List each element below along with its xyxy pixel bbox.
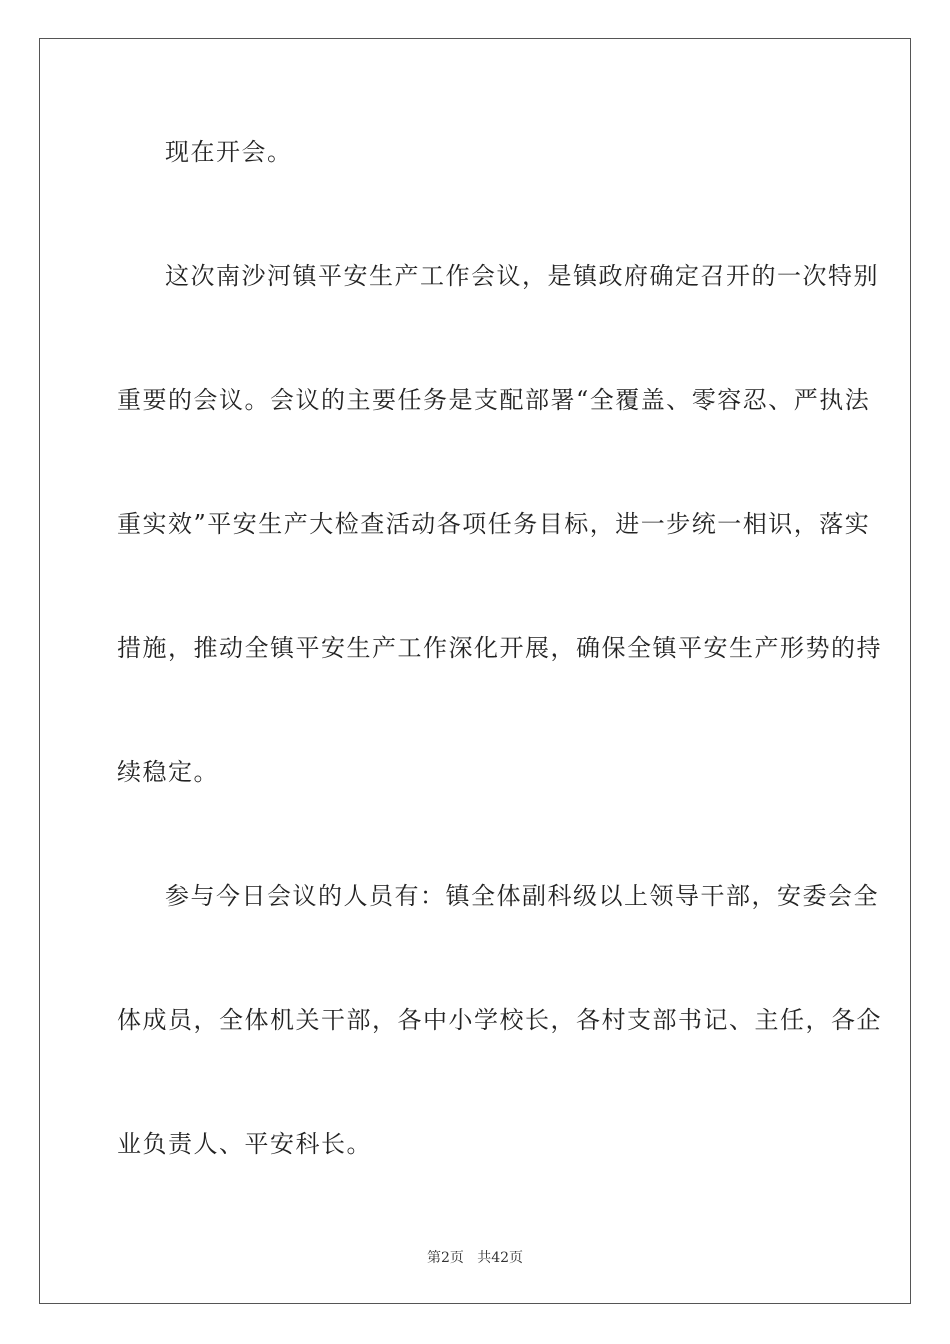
paragraph-3-line-2: 体成员，全体机关干部，各中小学校长，各村支部书记、主任，各企 [117, 1006, 882, 1034]
page-border [39, 38, 911, 1304]
paragraph-2-line-4: 措施，推动全镇平安生产工作深化开展，确保全镇平安生产形势的持 [117, 634, 882, 662]
paragraph-3-line-1: 参与今日会议的人员有：镇全体副科级以上领导干部，安委会全 [165, 882, 879, 910]
paragraph-2-line-1: 这次南沙河镇平安生产工作会议，是镇政府确定召开的一次特别 [165, 262, 879, 290]
paragraph-2-line-2: 重要的会议。会议的主要任务是支配部署“全覆盖、零容忍、严执法 [117, 386, 871, 414]
paragraph-1-line-1: 现在开会。 [165, 138, 293, 166]
paragraph-2-line-5: 续稳定。 [117, 758, 219, 786]
paragraph-3-line-3: 业负责人、平安科长。 [117, 1130, 372, 1158]
paragraph-2-line-3: 重实效”平安生产大检查活动各项任务目标，进一步统一相识，落实 [117, 510, 871, 538]
page-number-footer: 第2页 共42页 [426, 1250, 524, 1266]
